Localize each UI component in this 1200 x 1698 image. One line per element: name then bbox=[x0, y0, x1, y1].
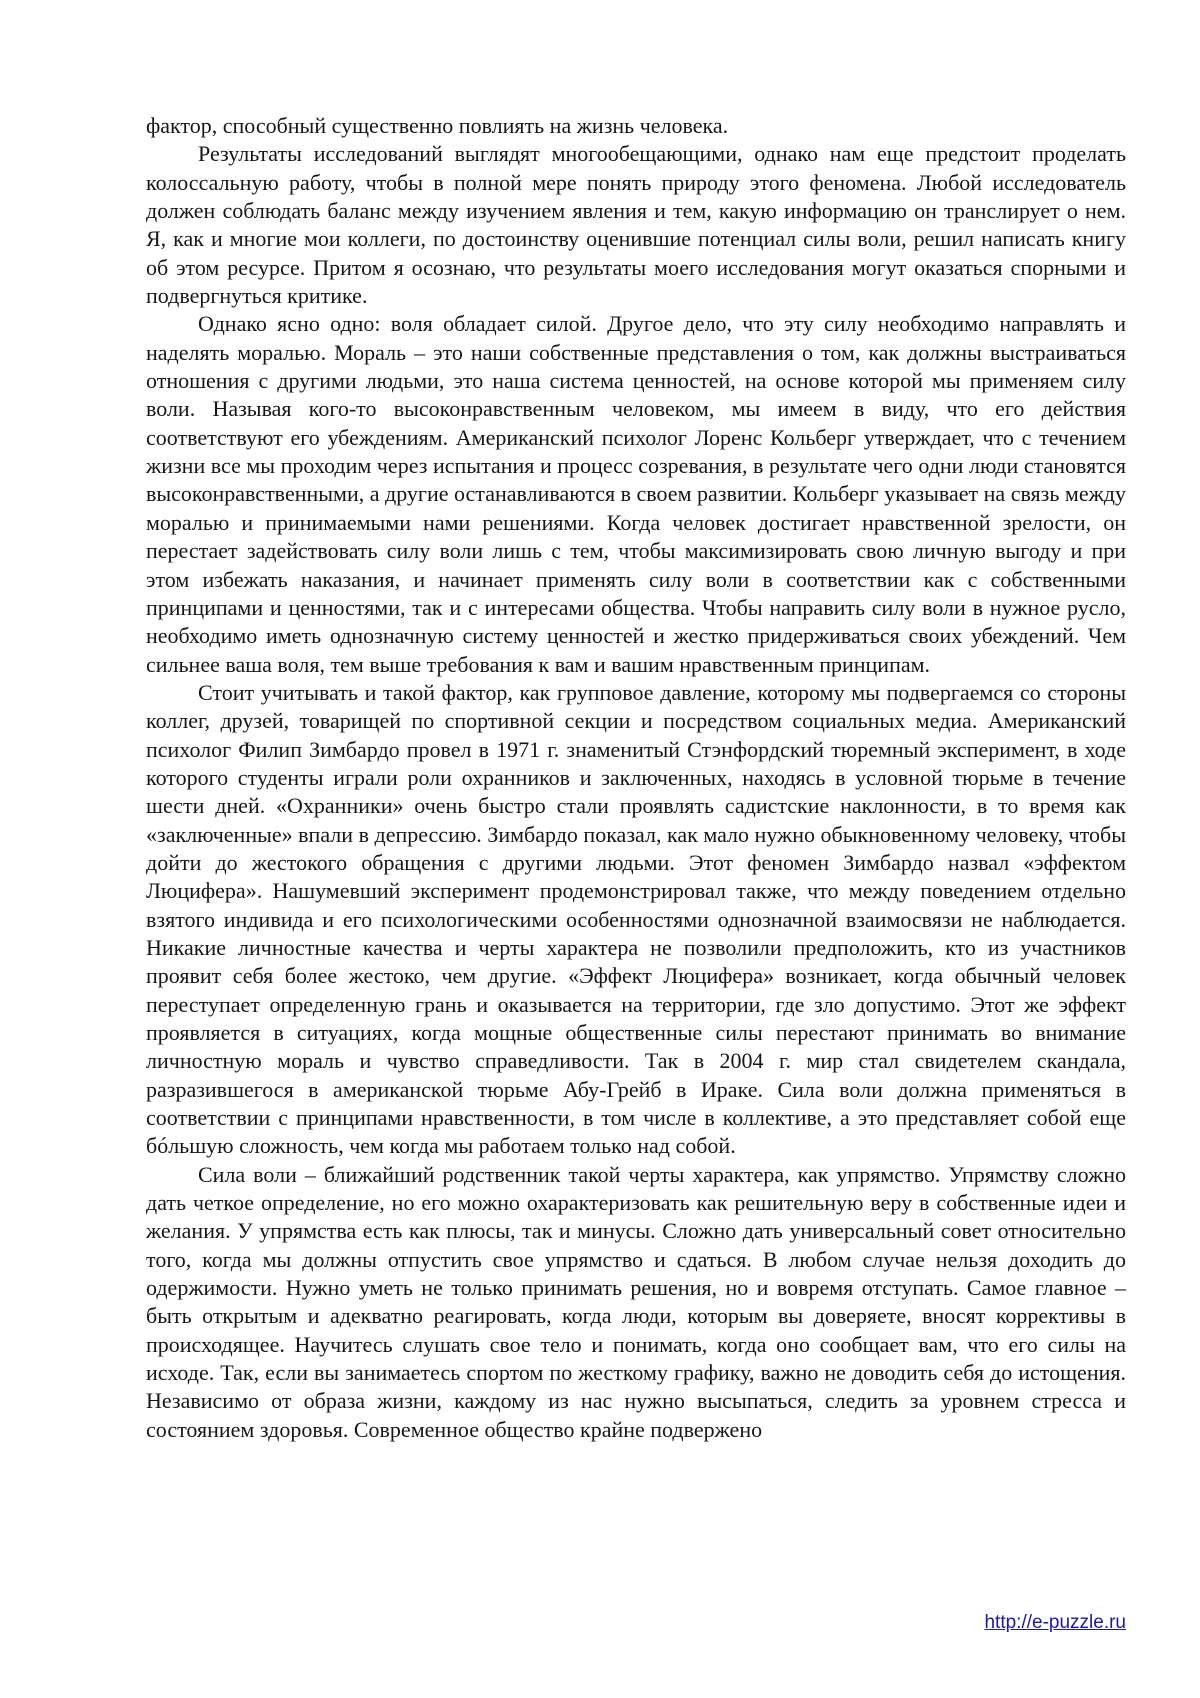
paragraph: Результаты исследований выглядят многообещающими, однако нам еще предстоит проделать колоссальную работу, чтобы в полной мере понять природу этого феномена. Любой исследователь должен соблюдать баланс между изучением явления и тем, какую информацию он транслирует о нем. Я, как и многие мои коллеги, по достоинству оценившие потенциал силы воли, решил написать книгу об этом ресурсе. Притом я осознаю, что результаты моего исследования могут оказаться спорными и подвергнуться критике. bbox=[146, 141, 1126, 309]
paragraph: Однако ясно одно: воля обладает силой. Другое дело, что эту силу необходимо направлять и наделять моралью. Мораль – это наши собственные представления о том, как должны выстраиваться отношения с другими людьми, это наша система ценностей, на основе которой мы применяем силу воли. Называя кого-то высоконравственным человеком, мы имеем в виду, что его действия соответствуют его убеждениям. Американский психолог Лоренс Кольберг утверждает, что с течением жизни все мы проходим через испытания и процесс созревания, в результате чего одни люди становятся высоконравственными, а другие останавливаются в своем развитии. Кольберг указывает на связь между моралью и принимаемыми нами решениями. Когда человек достигает нравственной зрелости, он перестает задействовать силу воли лишь с тем, чтобы максимизировать свою личную выгоду и при этом избежать наказания, и начинает применять силу воли в соответствии как с собственными принципами и ценностями, так и с интересами общества. Чтобы направить силу воли в нужное русло, необходимо иметь однозначную систему ценностей и жестко придерживаться своих убеждений. Чем сильнее ваша воля, тем выше требования к вам и вашим нравственным принципам. bbox=[146, 311, 1126, 677]
paragraph: Стоит учитывать и такой фактор, как групповое давление, которому мы подвергаемся со стороны коллег, друзей, товарищей по спортивной секции и посредством социальных медиа. Американский психолог Филип Зимбардо провел в 1971 г. знаменитый Стэнфордский тюремный эксперимент, в ходе которого студенты играли роли охранников и заключенных, находясь в условной тюрьме в течение шести дней. «Охранники» очень быстро стали проявлять садистские наклонности, в то время как «заключенные» впали в депрессию. Зимбардо показал, как мало нужно обыкновенному человеку, чтобы дойти до жестокого обращения с другими людьми. Этот феномен Зимбардо назвал «эффектом Люцифера». Нашумевший эксперимент продемонстрировал также, что между поведением отдельно взятого индивида и его психологическими особенностями однозначной взаимосвязи не наблюдается. Никакие личностные качества и черты характера не позволили предположить, кто из участников проявит себя более жестоко, чем другие. «Эффект Люцифера» возникает, когда обычный человек переступает определенную грань и оказывается на территории, где зло допустимо. Этот же эффект проявляется в ситуациях, когда мощные общественные силы перестают принимать во внимание личностную мораль и чувство справедливости. Так в 2004 г. мир стал свидетелем скандала, разразившегося в американской тюрьме Абу-Грейб в Ираке. Сила воли должна применяться в соответствии с принципами нравственности, в том числе в коллективе, а это представляет собой еще бóльшую сложность, чем когда мы работаем только над собой. bbox=[146, 679, 1126, 1159]
paragraph-continuation: фактор, способный существенно повлиять на жизнь человека. bbox=[146, 113, 729, 138]
document-body bbox=[146, 112, 1126, 1444]
footer-site-link[interactable]: http://e-puzzle.ru bbox=[984, 1612, 1126, 1633]
paragraph: Сила воли – ближайший родственник такой черты характера, как упрямство. Упрямству сложно дать четкое определение, но его можно охарактеризовать как решительную веру в собственные идеи и желания. У упрямства есть как плюсы, так и минусы. Сложно дать универсальный совет относительно того, когда мы должны отпустить свое упрямство и сдаться. В любом случае нельзя доходить до одержимости. Нужно уметь не только принимать решения, но и вовремя отступать. Самое главное – быть открытым и адекватно реагировать, когда люди, которым вы доверяете, вносят коррективы в происходящее. Научитесь слушать свое тело и понимать, когда оно сообщает вам, что его силы на исходе. Так, если вы занимаетесь спортом по жесткому графику, важно не доводить себя до истощения. Независимо от образа жизни, каждому из нас нужно высыпаться, следить за уровнем стресса и состоянием здоровья. Современное общество крайне подвержено bbox=[146, 1161, 1126, 1442]
